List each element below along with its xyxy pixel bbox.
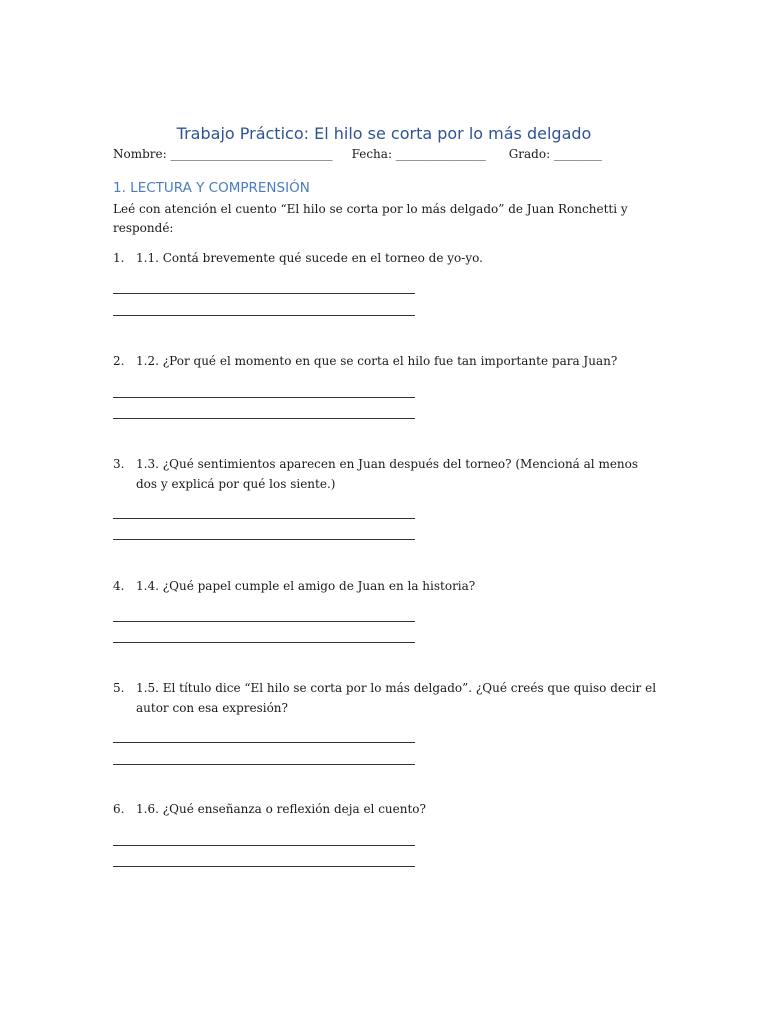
student-info-line [113,147,602,161]
answer-line[interactable] [113,642,415,643]
question-number: 3. [113,457,125,471]
question-4 [113,576,658,596]
date-field: Fecha: _______________ [351,147,486,161]
question-text: 1.2. ¿Por qué el momento en que se corta el hilo fue tan importante para Juan? [136,354,618,368]
question-number: 1. [113,251,125,265]
answer-line[interactable] [113,742,415,743]
question-2 [113,351,658,371]
answer-line[interactable] [113,764,415,765]
intro-paragraph: Leé con atención el cuento “El hilo se corta por lo más delgado” de Juan Ronchetti y respondé: [113,202,628,235]
name-field: Nombre: ___________________________ [113,147,333,161]
answer-line[interactable] [113,418,415,419]
question-number: 2. [113,354,125,368]
answer-line[interactable] [113,397,415,398]
grade-field: Grado: ________ [508,147,602,161]
question-text: 1.5. El título dice “El hilo se corta por lo más delgado”. ¿Qué creés que quiso decir el autor con esa expresión? [136,681,657,715]
answer-line[interactable] [113,621,415,622]
question-text: 1.1. Contá brevemente qué sucede en el torneo de yo-yo. [136,251,483,265]
answer-line[interactable] [113,866,415,867]
section-heading: 1. LECTURA Y COMPRENSIÓN [113,180,310,196]
question-1 [113,248,658,268]
answer-line[interactable] [113,539,415,540]
question-text: 1.3. ¿Qué sentimientos aparecen en Juan después del torneo? (Mencioná al menos dos y explicá por qué los siente.) [136,457,639,491]
answer-line[interactable] [113,293,415,294]
answer-line[interactable] [113,518,415,519]
answer-line[interactable] [113,845,415,846]
question-3 [113,454,658,494]
question-number: 5. [113,681,125,695]
question-number: 4. [113,579,125,593]
question-5 [113,678,658,718]
question-6 [113,799,658,819]
question-text: 1.6. ¿Qué enseñanza o reflexión deja el cuento? [136,802,426,816]
answer-line[interactable] [113,315,415,316]
question-text: 1.4. ¿Qué papel cumple el amigo de Juan en la historia? [136,579,476,593]
page-title: Trabajo Práctico: El hilo se corta por lo más delgado [176,124,592,143]
question-number: 6. [113,802,125,816]
